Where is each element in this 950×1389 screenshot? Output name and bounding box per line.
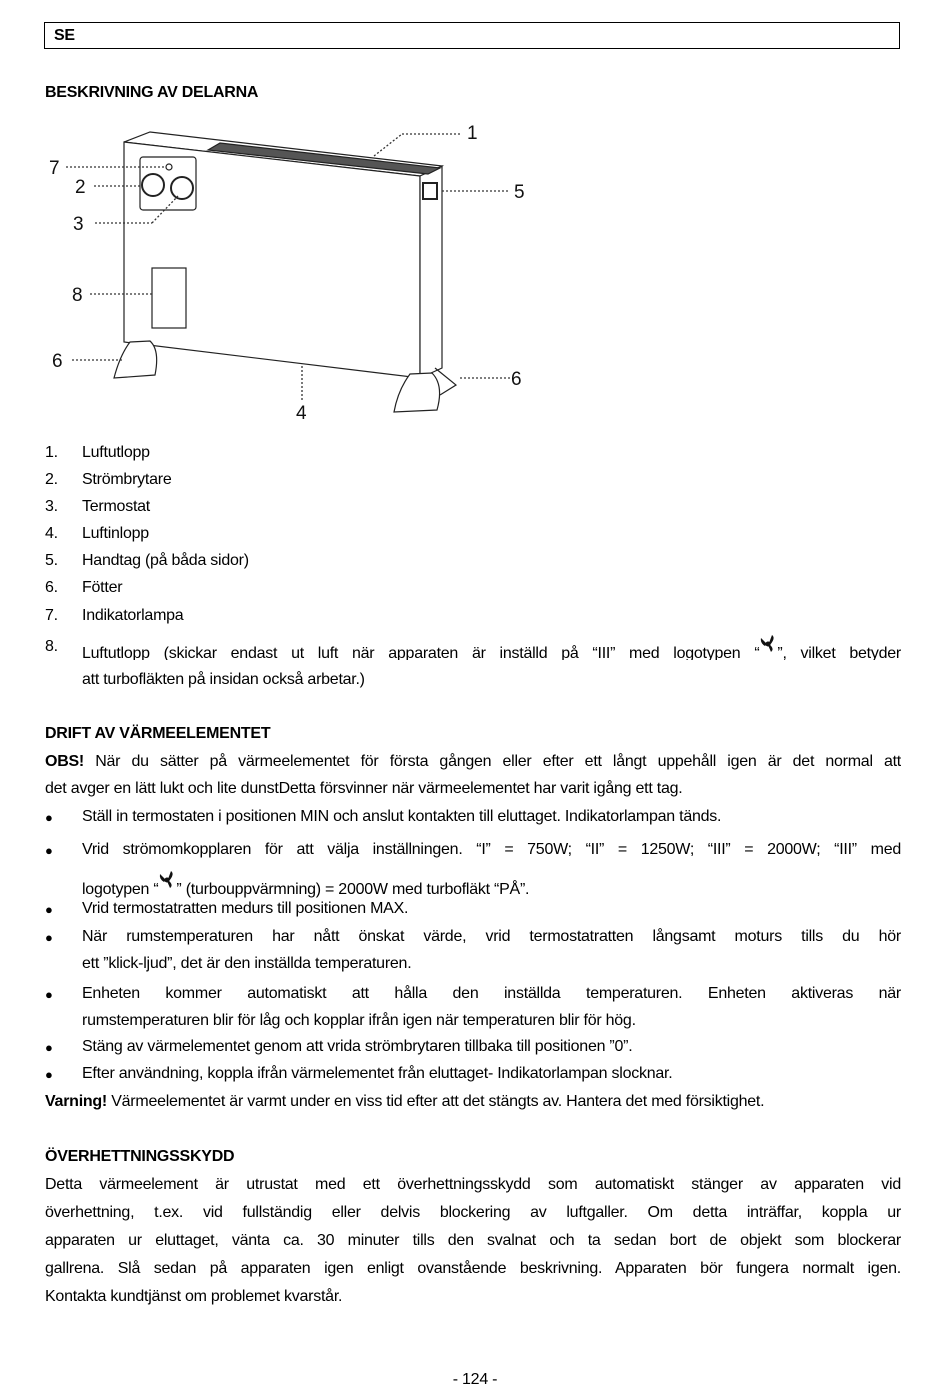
bullet-text: logotypen “ — [82, 881, 159, 898]
bullet-item: Ställ in termostaten i positionen MIN och anslut kontakten till eluttaget. Indikatorlampan tänds. — [82, 808, 722, 825]
bullet-text: ” (turbouppvärmning) = 2000W med turbofläkt “PÅ”. — [176, 881, 530, 898]
part-item: Fötter — [82, 579, 123, 596]
bullet-icon: ● — [45, 1040, 53, 1055]
label-6-left: 6 — [52, 351, 63, 372]
bullet-icon: ● — [45, 1067, 53, 1082]
bullet-item: Stäng av värmelementet genom att vrida strömbrytaren tillbaka till positionen ”0”. — [82, 1038, 633, 1055]
overheat-line: apparaten ur eluttaget, vänta ca. 30 minuter tills den svalnat och ta sedan bort de objekt som blockerar — [45, 1232, 901, 1249]
item-number: 6. — [45, 579, 58, 596]
language-header: SE — [44, 22, 900, 49]
warning-label: Varning! — [45, 1093, 108, 1110]
item-8-text: Luftutlopp (skickar endast ut luft när apparaten är inställd på “III” med logotypen “ — [82, 645, 760, 660]
label-3: 3 — [73, 214, 84, 235]
bullet-item: Efter användning, koppla ifrån värmelementet från eluttaget- Indikatorlampan slocknar. — [82, 1065, 673, 1082]
label-2: 2 — [75, 177, 86, 198]
warning-line — [45, 1093, 901, 1111]
part-item: Luftinlopp — [82, 525, 149, 542]
bullet-item-continued: rumstemperaturen blir för låg och kopplar ifrån igen när temperaturen blir för hög. — [82, 1012, 636, 1029]
bullet-item: När rumstemperaturen har nått önskat värde, vrid termostatratten långsamt moturs tills du hör — [82, 928, 901, 945]
turbo-fan-icon — [158, 870, 176, 890]
part-item: Luftutlopp — [82, 444, 150, 461]
label-5: 5 — [514, 182, 525, 203]
item-number: 1. — [45, 444, 58, 461]
bullet-icon: ● — [45, 930, 53, 945]
overheat-line: överhettning, t.ex. vid fullständig eller delvis blockering av luftgaller. Om detta inträffar, koppla ur — [45, 1204, 901, 1221]
bullet-item: Enheten kommer automatiskt att hålla den inställda temperaturen. Enheten aktiveras när — [82, 985, 901, 1002]
item-8-text-end: ”, vilket betyder — [777, 645, 901, 660]
bullet-icon: ● — [45, 843, 53, 858]
turbo-fan-icon — [759, 634, 777, 654]
label-4: 4 — [296, 403, 307, 424]
overheat-line: Detta värmeelement är utrustat med ett överhettningsskydd som automatiskt stänger av apparaten vid — [45, 1176, 901, 1193]
obs-text: När du sätter på värmeelementet för första gången eller efter ett långt uppehåll igen är det normal att — [84, 753, 901, 770]
item-number: 3. — [45, 498, 58, 515]
bullet-icon: ● — [45, 987, 53, 1002]
item-number: 7. — [45, 607, 58, 624]
part-item: Strömbrytare — [82, 471, 172, 488]
label-8: 8 — [72, 285, 83, 306]
obs-label: OBS! — [45, 753, 84, 770]
overheat-line: Kontakta kundtjänst om problemet kvarstår. — [45, 1288, 343, 1305]
label-7: 7 — [49, 158, 60, 179]
bullet-icon: ● — [45, 810, 53, 825]
obs-line-1 — [45, 753, 901, 773]
obs-line-2: det avger en lätt lukt och lite dunstDetta försvinner när värmeelementet har varit igång ett tag. — [45, 780, 683, 797]
bullet-item-continued — [82, 870, 901, 899]
bullet-item: Vrid strömomkopplaren för att välja inställningen. “I” = 750W; “II” = 1250W; “III” = 2000W; “III” med — [82, 841, 901, 858]
warning-text: Värmeelementet är varmt under en viss tid efter att det stängts av. Hantera det med försiktighet. — [107, 1093, 765, 1110]
heater-diagram — [40, 110, 540, 430]
operation-heading: DRIFT AV VÄRMEELEMENTET — [45, 725, 271, 742]
item-number: 2. — [45, 471, 58, 488]
bullet-icon: ● — [45, 902, 53, 917]
parts-heading: BESKRIVNING AV DELARNA — [45, 84, 259, 101]
overheat-line: gallrena. Slå sedan på apparaten igen enligt ovanstående beskrivning. Apparaten bör fungera normalt igen. — [45, 1260, 901, 1277]
bullet-item-continued: ett ”klick-ljud”, det är den inställda temperaturen. — [82, 955, 412, 972]
label-6-right: 6 — [511, 369, 522, 390]
item-number: 4. — [45, 525, 58, 542]
page-number: - 124 - — [452, 1371, 498, 1388]
overheat-heading: ÖVERHETTNINGSSKYDD — [45, 1148, 235, 1165]
part-item-continued: att turbofläkten på insidan också arbetar.) — [82, 671, 365, 688]
part-item: Termostat — [82, 498, 150, 515]
part-item: Handtag (på båda sidor) — [82, 552, 249, 569]
item-number: 5. — [45, 552, 58, 569]
item-number: 8. — [45, 638, 58, 655]
part-item — [82, 634, 901, 660]
label-1: 1 — [467, 123, 478, 144]
bullet-item: Vrid termostatratten medurs till positionen MAX. — [82, 900, 409, 917]
part-item: Indikatorlampa — [82, 607, 184, 624]
